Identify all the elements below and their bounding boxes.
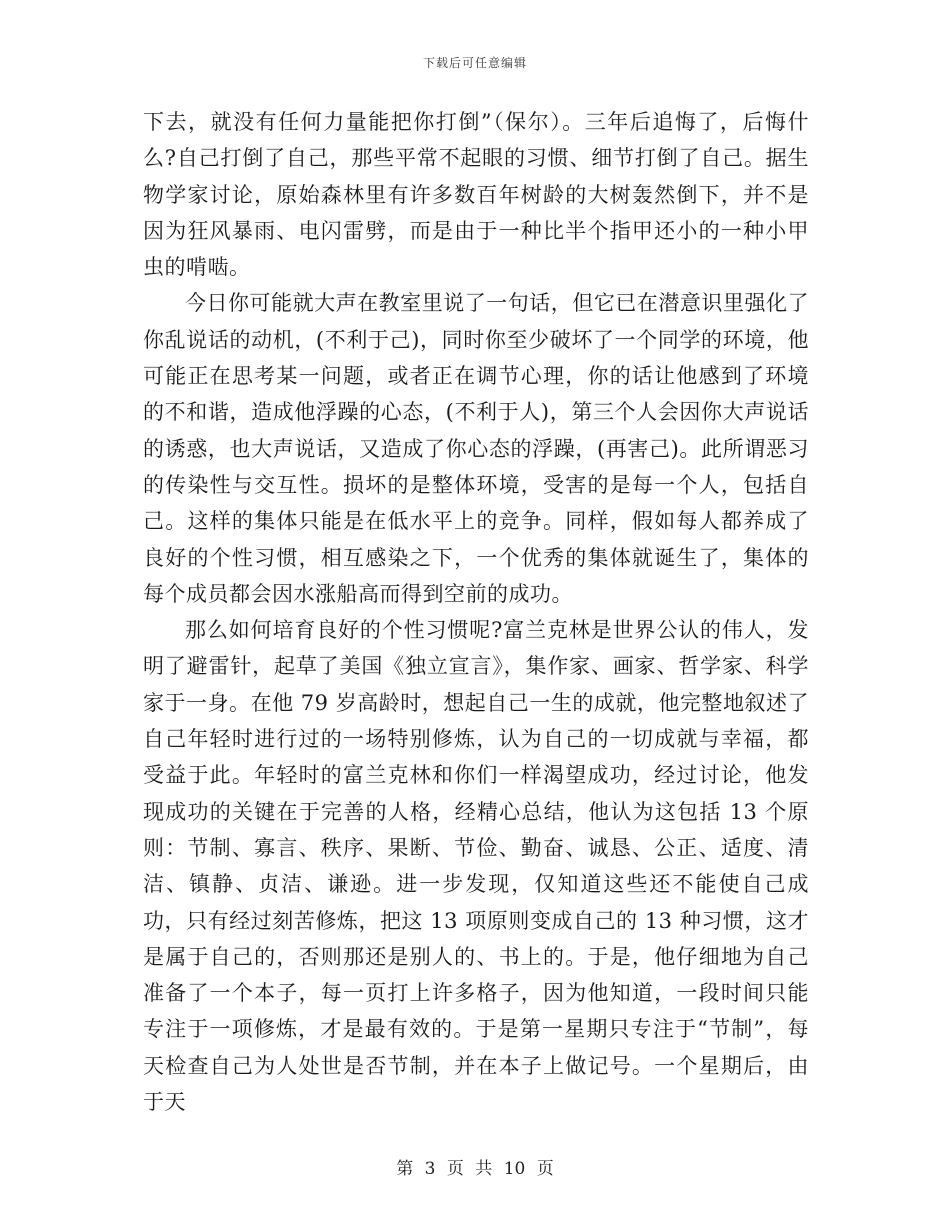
page-number-footer: 第 3 页 共 10 页 [396,1159,554,1179]
paragraph-1: 下去，就没有任何力量能把你打倒”（保尔）。三年后追悔了，后悔什么?自己打倒了自己，那些平常不起眼的习惯、细节打倒了自己。据生物学家讨论，原始森林里有许多数百年树龄的大树轰然倒下，并不是因为狂风暴雨、电闪雷劈，而是由于一种比半个指甲还小的一种小甲虫的啃啮。 [143,110,809,280]
paragraph-2: 今日你可能就大声在教室里说了一句话，但它已在潜意识里强化了你乱说话的动机，(不利于己)，同时你至少破坏了一个同学的环境，他可能正在思考某一问题，或者正在调节心理，你的话让他感到了环境的不和谐，造成他浮躁的心态，(不利于人)，第三个人会因你大声说话的诱惑，也大声说话，又造成了你心态的浮躁，(再害己)。此所谓恶习的传染性与交互性。损坏的是整体环境，受害的是每一个人，包括自己。这样的集体只能是在低水平上的竞争。同样，假如每人都养成了良好的个性习惯，相互感染之下，一个优秀的集体就诞生了，集体的每个成员都会因水涨船高而得到空前的成功。 [143,291,809,606]
page-header: 下载后可任意编辑 [422,56,527,70]
paragraph-3: 那么如何培育良好的个性习惯呢?富兰克林是世界公认的伟人，发明了避雷针，起草了美国《独立宣言》，集作家、画家、哲学家、科学家于一身。在他 79 岁高龄时，想起自己一生的成就，他完整地叙述了自己年轻时进行过的一场特别修炼，认为自己的一切成就与幸福，都受益于此。年轻时的富兰克林和你们一样渴望成功，经过讨论，他发现成功的关键在于完善的人格，经精心总结，他认为这包括 13 个原则：节制、寡言、秩序、果断、节俭、勤奋、诚恳、公正、适度、清洁、镇静、贞洁、谦逊。进一步发现，仅知道这些还不能使自己成功，只有经过刻苦修炼，把这 13 项原则变成自己的 13 种习惯，这才是属于自己的，否则那还是别人的、书上的。于是，他仔细地为自己准备了一个本子，每一页打上许多格子，因为他知道，一段时间只能专注于一项修炼，才是最有效的。于是第一星期只专注于“节制”，每天检查自己为人处世是否节制，并在本子上做记号。一个星期后，由于天 [143,618,809,1115]
document-body [143,104,809,1120]
